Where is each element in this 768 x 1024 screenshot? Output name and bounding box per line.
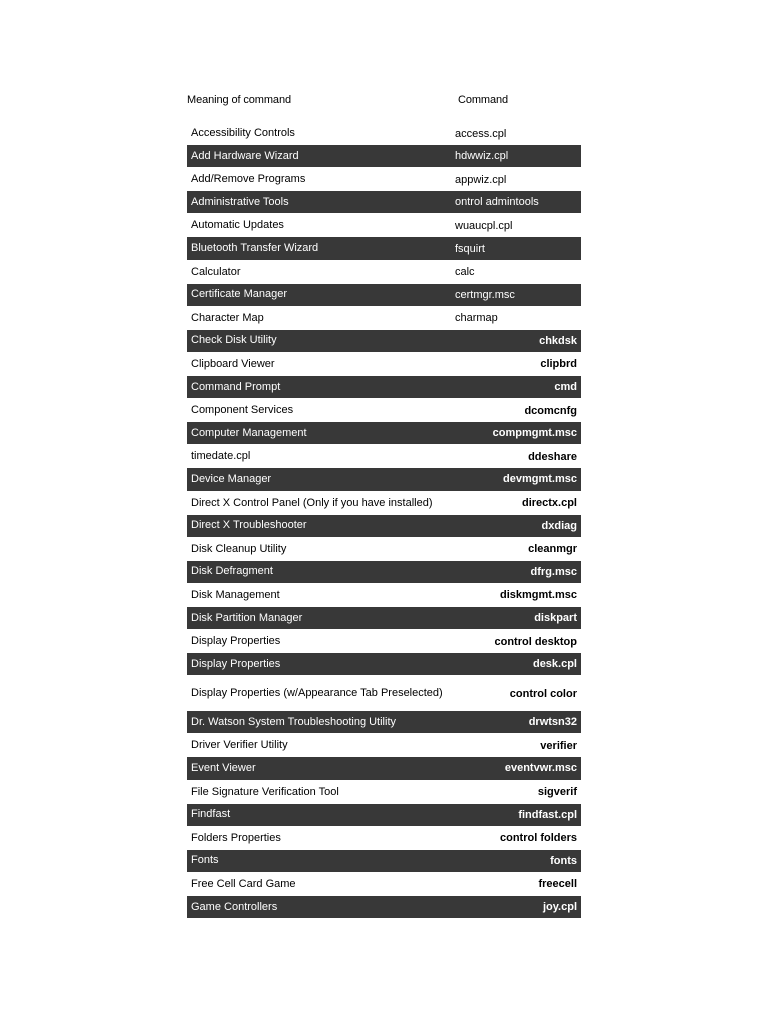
table-row xyxy=(187,873,581,896)
table-row xyxy=(187,307,581,330)
command-cell: control color xyxy=(509,687,577,700)
meaning-cell: Administrative Tools xyxy=(191,195,289,208)
command-cell: diskmgmt.msc xyxy=(499,589,577,602)
command-cell: calc xyxy=(455,266,475,279)
command-cell: desk.cpl xyxy=(532,658,577,671)
command-cell: chkdsk xyxy=(539,334,577,347)
meaning-cell: Device Manager xyxy=(191,472,272,485)
table-row xyxy=(187,630,581,653)
command-cell: findfast.cpl xyxy=(518,808,577,821)
table-row xyxy=(187,538,581,561)
meaning-cell: Disk Partition Manager xyxy=(191,611,303,624)
meaning-cell: Direct X Control Panel (Only if you have installed) xyxy=(191,496,433,509)
meaning-cell: Direct X Troubleshooter xyxy=(191,519,307,532)
meaning-cell: Certificate Manager xyxy=(191,288,287,301)
command-cell: dcomcnfg xyxy=(524,404,577,417)
meaning-cell: Add Hardware Wizard xyxy=(191,149,299,162)
table-row xyxy=(187,376,581,399)
command-cell: clipbrd xyxy=(540,358,577,371)
table-row xyxy=(187,168,581,191)
command-cell: fonts xyxy=(550,854,577,867)
table-row xyxy=(187,122,581,145)
meaning-cell: Component Services xyxy=(191,404,294,417)
command-cell: wuaucpl.cpl xyxy=(455,219,513,232)
table-row xyxy=(187,827,581,850)
command-cell: diskpart xyxy=(534,612,577,625)
command-cell: control desktop xyxy=(494,635,577,648)
meaning-cell: timedate.cpl xyxy=(191,450,251,463)
table-row xyxy=(187,653,581,676)
command-cell: devmgmt.msc xyxy=(503,473,577,486)
meaning-cell: Computer Management xyxy=(191,426,307,439)
command-column-header: Command xyxy=(458,94,509,106)
command-cell: sigverif xyxy=(537,786,577,799)
table-row xyxy=(187,757,581,780)
command-cell: drwtsn32 xyxy=(528,716,577,729)
table-row xyxy=(187,850,581,873)
meaning-column-header: Meaning of command xyxy=(187,94,291,106)
table-row xyxy=(187,422,581,445)
table-row xyxy=(187,734,581,757)
command-cell: hdwwiz.cpl xyxy=(455,150,509,163)
command-cell: cmd xyxy=(554,381,577,394)
meaning-cell: Check Disk Utility xyxy=(191,334,277,347)
table-row xyxy=(187,711,581,734)
document-page xyxy=(187,91,581,914)
command-cell: access.cpl xyxy=(455,127,507,140)
command-cell: appwiz.cpl xyxy=(455,173,507,186)
meaning-cell: Add/Remove Programs xyxy=(191,173,306,186)
table-row xyxy=(187,237,581,260)
meaning-cell: Display Properties (w/Appearance Tab Preselected) xyxy=(191,687,443,700)
meaning-cell: Clipboard Viewer xyxy=(191,357,275,370)
table-row xyxy=(187,353,581,376)
table-header xyxy=(187,91,581,111)
command-cell: cleanmgr xyxy=(528,543,577,556)
table-row xyxy=(187,676,581,711)
command-table xyxy=(187,122,581,919)
meaning-cell: Display Properties xyxy=(191,635,281,648)
command-cell: eventvwr.msc xyxy=(504,762,577,775)
meaning-cell: Dr. Watson System Troubleshooting Utility xyxy=(191,715,397,728)
meaning-cell: Calculator xyxy=(191,265,241,278)
command-cell: charmap xyxy=(455,312,498,325)
meaning-cell: Folders Properties xyxy=(191,831,281,844)
table-row xyxy=(187,214,581,237)
table-row xyxy=(187,191,581,214)
command-cell: verifier xyxy=(540,739,577,752)
table-row xyxy=(187,445,581,468)
meaning-cell: Disk Defragment xyxy=(191,565,273,578)
meaning-cell: Command Prompt xyxy=(191,380,281,393)
command-cell: freecell xyxy=(538,878,577,891)
table-row xyxy=(187,468,581,491)
meaning-cell: Character Map xyxy=(191,311,264,324)
meaning-cell: Fonts xyxy=(191,854,219,867)
meaning-cell: Disk Cleanup Utility xyxy=(191,542,287,555)
meaning-cell: Automatic Updates xyxy=(191,219,284,232)
table-row xyxy=(187,515,581,538)
command-cell: ddeshare xyxy=(528,450,577,463)
table-row xyxy=(187,284,581,307)
command-cell: control folders xyxy=(499,832,577,845)
command-cell: dfrg.msc xyxy=(530,565,577,578)
command-cell: fsquirt xyxy=(455,242,485,255)
table-row xyxy=(187,804,581,827)
meaning-cell: Accessibility Controls xyxy=(191,127,295,140)
table-row xyxy=(187,561,581,584)
meaning-cell: Disk Management xyxy=(191,588,280,601)
command-cell: directx.cpl xyxy=(521,497,577,510)
command-cell: ontrol admintools xyxy=(455,196,539,209)
command-cell: dxdiag xyxy=(541,519,577,532)
command-cell: certmgr.msc xyxy=(455,288,515,301)
meaning-cell: Display Properties xyxy=(191,657,281,670)
meaning-cell: File Signature Verification Tool xyxy=(191,785,339,798)
table-row xyxy=(187,145,581,168)
table-row xyxy=(187,896,581,919)
meaning-cell: Driver Verifier Utility xyxy=(191,739,288,752)
meaning-cell: Free Cell Card Game xyxy=(191,877,296,890)
meaning-cell: Bluetooth Transfer Wizard xyxy=(191,242,319,255)
table-row xyxy=(187,781,581,804)
table-row xyxy=(187,607,581,630)
meaning-cell: Game Controllers xyxy=(191,900,278,913)
table-row xyxy=(187,492,581,515)
table-row xyxy=(187,330,581,353)
table-row xyxy=(187,399,581,422)
table-row xyxy=(187,584,581,607)
command-cell: compmgmt.msc xyxy=(492,427,577,440)
meaning-cell: Findfast xyxy=(191,808,231,821)
table-row xyxy=(187,261,581,284)
meaning-cell: Event Viewer xyxy=(191,761,256,774)
command-cell: joy.cpl xyxy=(542,901,577,914)
